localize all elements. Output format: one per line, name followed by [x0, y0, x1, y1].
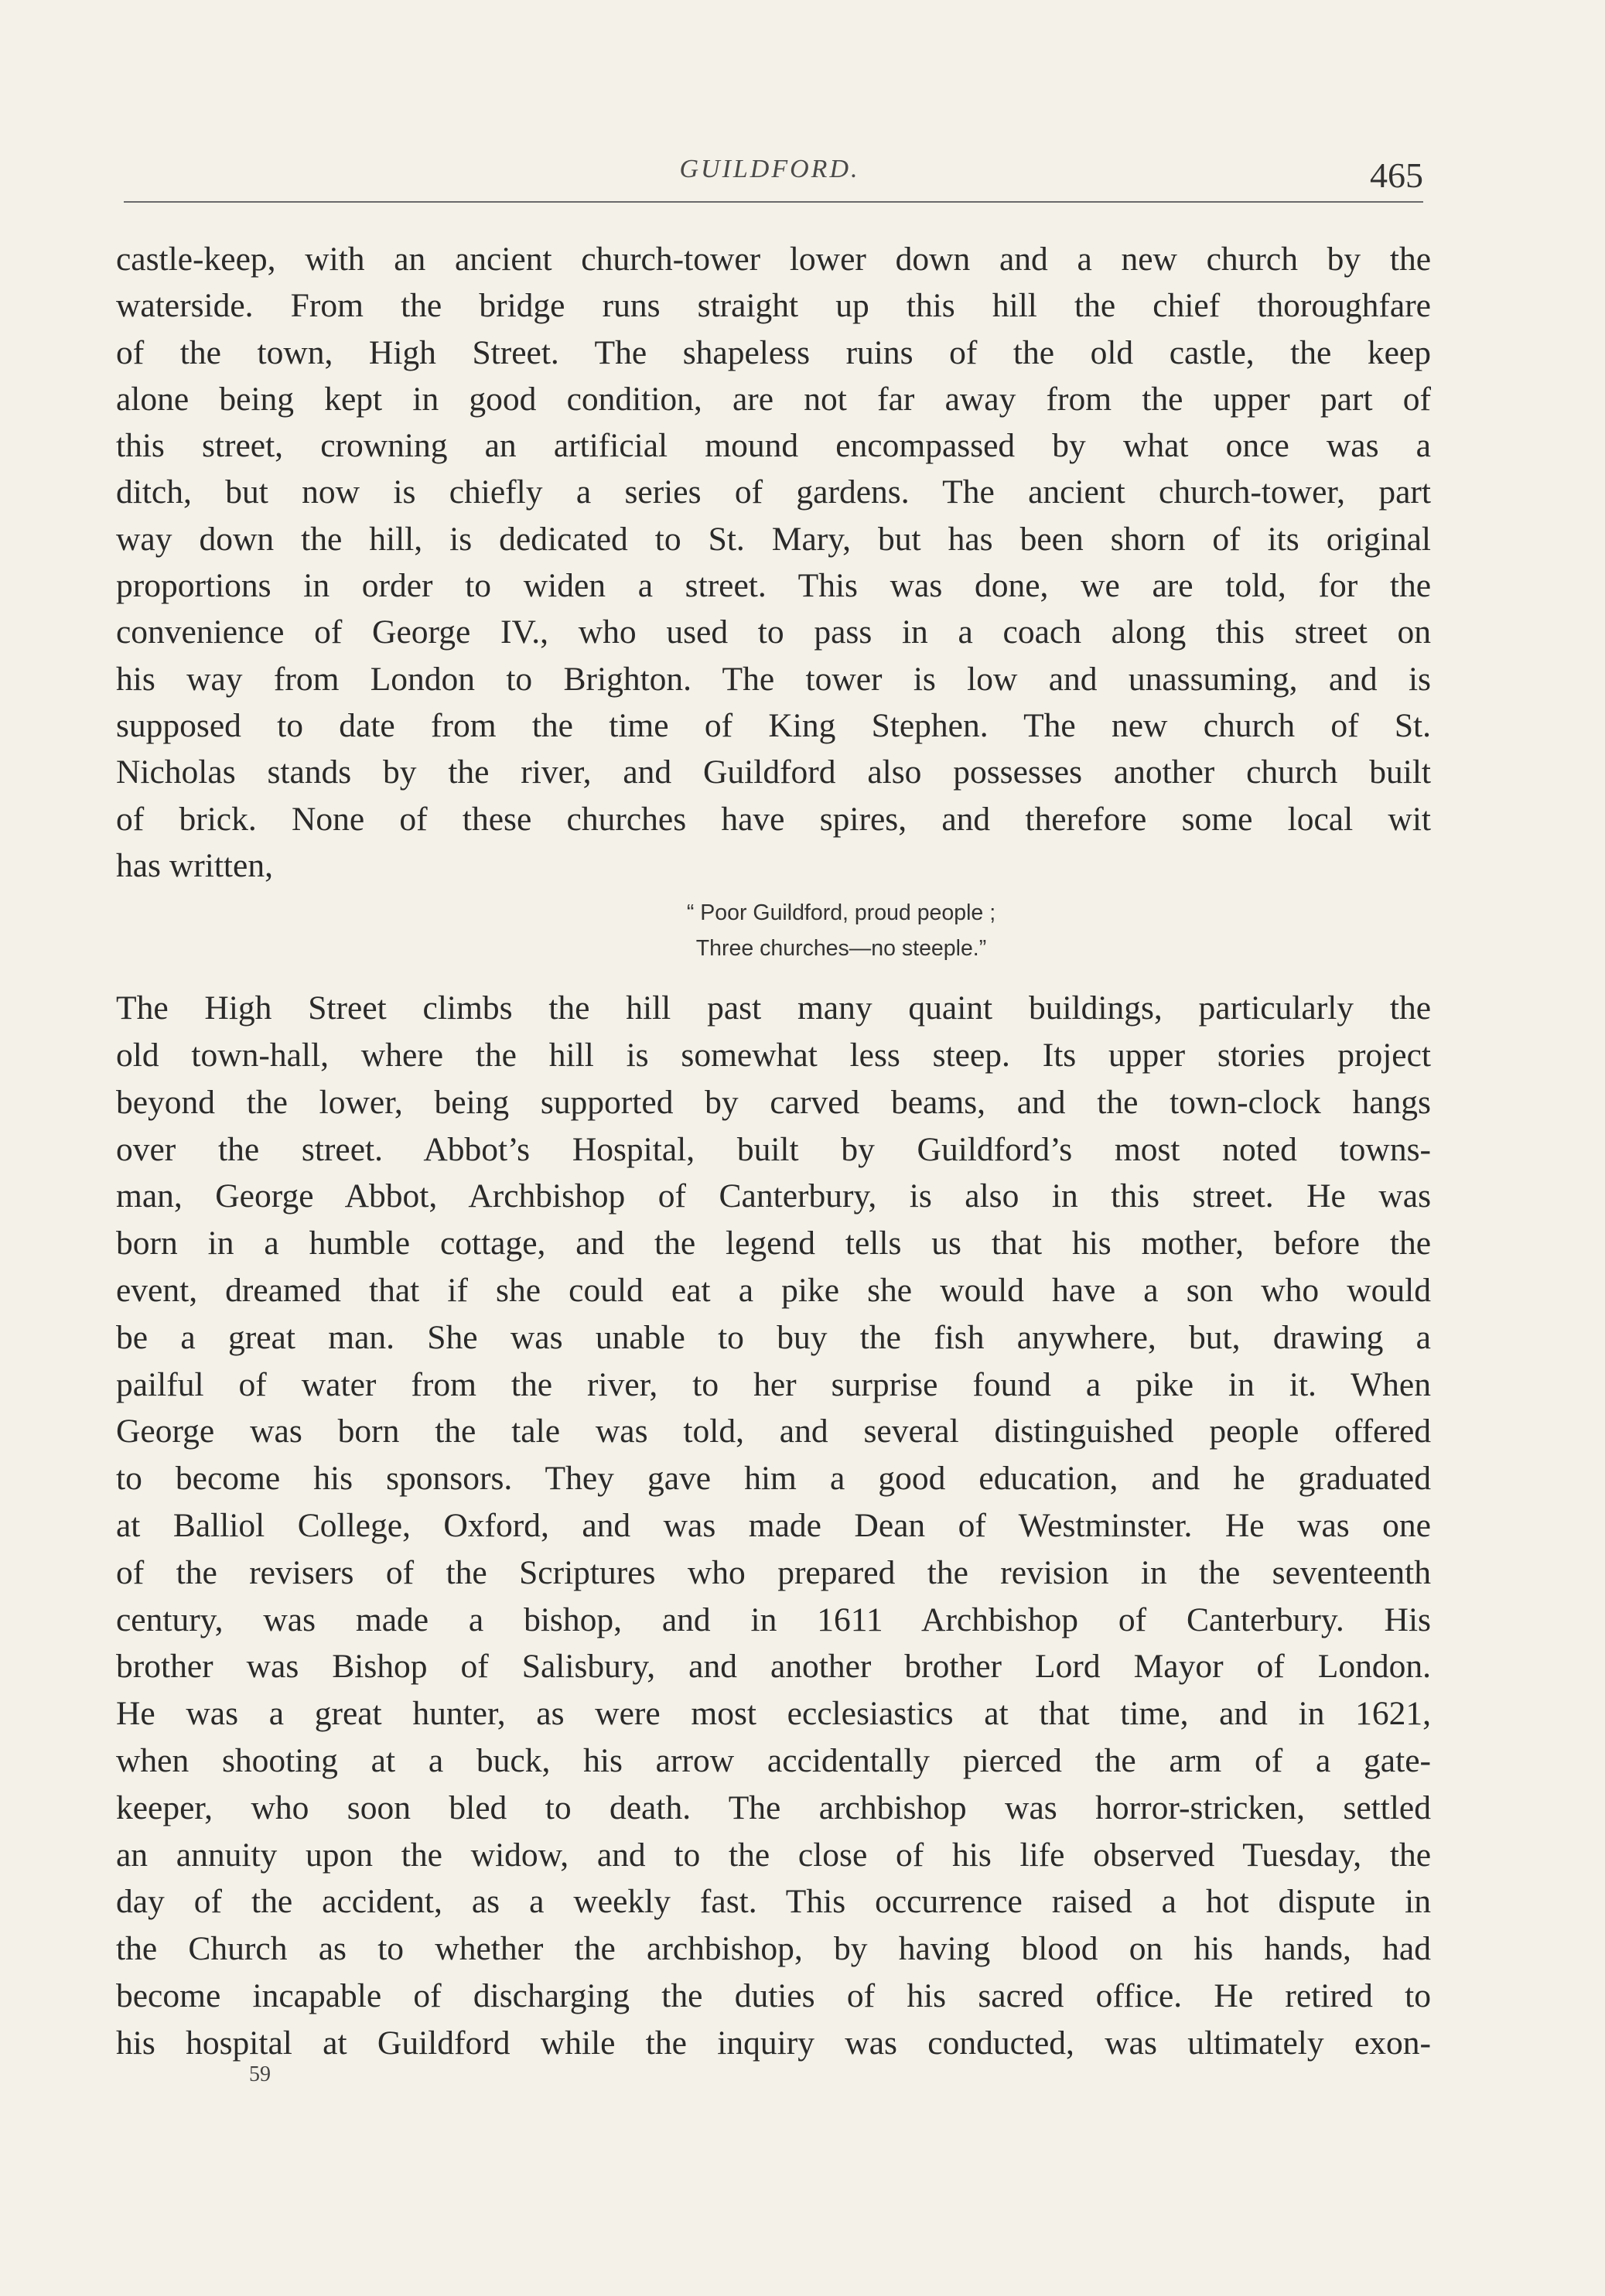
text-line: at Balliol College, Oxford, and was made Dean of Westminster. He was one: [116, 1506, 1431, 1544]
text-line: of brick. None of these churches have spires, and therefore some local wit: [116, 800, 1431, 838]
text-line: keeper, who soon bled to death. The archbishop was horror-stricken, settled: [116, 1789, 1431, 1826]
text-line: event, dreamed that if she could eat a pike she would have a son who would: [116, 1271, 1431, 1309]
text-line: this street, crowning an artificial mound encompassed by what once was a: [116, 427, 1431, 465]
paragraph-1: [116, 236, 1431, 889]
text-line: beyond the lower, being supported by carved beams, and the town-clock hangs: [116, 1083, 1431, 1121]
page-header: [108, 149, 1431, 210]
header-rule: [124, 201, 1423, 203]
text-line: the Church as to whether the archbishop, by having blood on his hands, had: [116, 1930, 1431, 1968]
text-line: has written,: [116, 846, 273, 884]
text-line: be a great man. She was unable to buy the fish anywhere, but, drawing a: [116, 1318, 1431, 1356]
text-line: when shooting at a buck, his arrow accidentally pierced the arm of a gate-: [116, 1741, 1431, 1779]
text-line: pailful of water from the river, to her surprise found a pike in it. When: [116, 1365, 1431, 1403]
verse-line: Three churches—no steeple.”: [695, 936, 987, 962]
text-line: become incapable of discharging the duties of his sacred office. He retired to: [116, 1977, 1431, 2014]
text-line: to become his sponsors. They gave him a good education, and he graduated: [116, 1460, 1431, 1498]
text-line: George was born the tale was told, and several distinguished people offered: [116, 1413, 1431, 1450]
text-line: He was a great hunter, as were most ecclesiastics at that time, and in 1621,: [116, 1695, 1431, 1733]
text-line: castle-keep, with an ancient church-tower lower down and a new church by the: [116, 241, 1431, 278]
signature-mark: 59: [249, 2062, 271, 2086]
verse-quote: [116, 895, 1431, 966]
page-number: 465: [1370, 155, 1423, 195]
text-line: born in a humble cottage, and the legend tells us that his mother, before the: [116, 1225, 1431, 1262]
paragraph-2: [116, 985, 1431, 2066]
text-line: ditch, but now is chiefly a series of gardens. The ancient church-tower, part: [116, 473, 1431, 511]
body-text: [116, 236, 1431, 2066]
text-line: his way from London to Brighton. The tower is low and unassuming, and is: [116, 660, 1431, 698]
text-line: of the town, High Street. The shapeless ruins of the old castle, the keep: [116, 333, 1431, 371]
text-line: day of the accident, as a weekly fast. This occurrence raised a hot dispute in: [116, 1883, 1431, 1921]
text-line: The High Street climbs the hill past many quaint buildings, particularly the: [116, 989, 1431, 1027]
text-line: supposed to date from the time of King Stephen. The new church of St.: [116, 706, 1431, 744]
text-line: Nicholas stands by the river, and Guildford also possesses another church built: [116, 753, 1431, 791]
text-line: convenience of George IV., who used to pass in a coach along this street on: [116, 613, 1431, 651]
text-line: old town-hall, where the hill is somewhat less steep. Its upper stories project: [116, 1036, 1431, 1074]
running-head: GUILDFORD.: [679, 155, 860, 183]
text-line: way down the hill, is dedicated to St. Mary, but has been shorn of its original: [116, 520, 1431, 558]
text-line: man, George Abbot, Archbishop of Canterbury, is also in this street. He was: [116, 1177, 1431, 1215]
text-line: brother was Bishop of Salisbury, and another brother Lord Mayor of London.: [116, 1648, 1431, 1686]
text-line: over the street. Abbot’s Hospital, built by Guildford’s most noted towns-: [116, 1130, 1431, 1168]
text-line: waterside. From the bridge runs straight up this hill the chief thoroughfare: [116, 287, 1431, 325]
text-line: century, was made a bishop, and in 1611 Archbishop of Canterbury. His: [116, 1601, 1431, 1638]
text-line: proportions in order to widen a street. This was done, we are told, for the: [116, 567, 1431, 605]
text-line: alone being kept in good condition, are not far away from the upper part of: [116, 380, 1431, 418]
text-line: his hospital at Guildford while the inquiry was conducted, was ultimately exon-: [116, 2024, 1431, 2062]
text-line: of the revisers of the Scriptures who prepared the revision in the seventeenth: [116, 1553, 1431, 1591]
verse-line: “ Poor Guildford, proud people ;: [686, 900, 996, 926]
text-line: an annuity upon the widow, and to the close of his life observed Tuesday, the: [116, 1836, 1431, 1874]
